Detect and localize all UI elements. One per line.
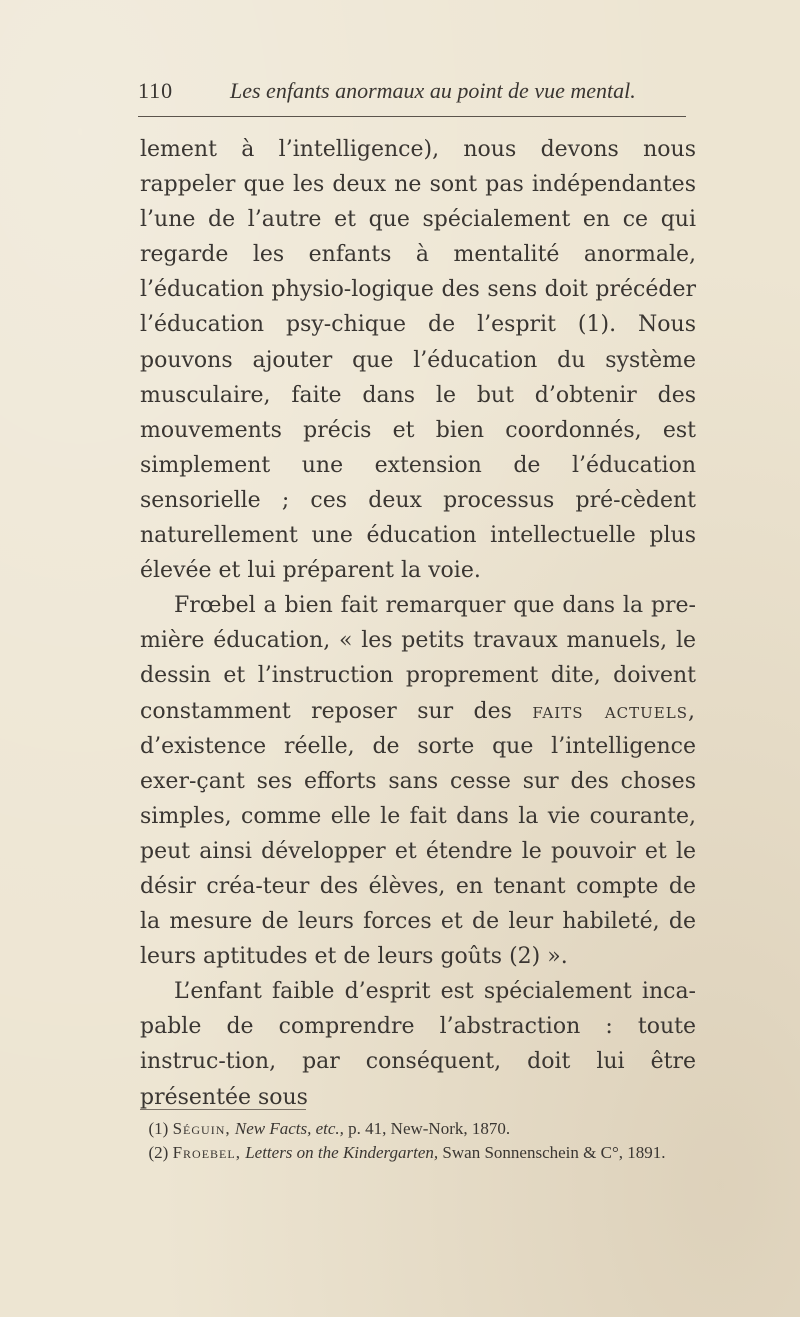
footnote-1-rest: p. 41, New-Nork, 1870.	[348, 1119, 511, 1138]
paragraph-1: lement à l’intelligence), nous devons nous rappeler que les deux ne sont pas indépendantes l’une de l’autre et que spécialement en ce qui regarde les enfants à mentalité anormale, l’éducation physio-logique des sens doit précéder l’éducation psy-chique de l’esprit (1). Nous pouvons ajouter que l’éducation du système musculaire, faite dans le but d’obtenir des mouvements précis et bien coordonnés, est simplement une extension de l’éducation sensorielle ; ces deux processus pré-cèdent naturellement une éducation intellectuelle plus élevée et lui préparent la voie.	[140, 137, 696, 584]
footnote-2-marker: (2)	[148, 1143, 169, 1162]
faits-actuels-smallcaps: faits actuels,	[532, 698, 696, 724]
footnotes	[140, 1117, 696, 1165]
footnote-2-rest: Swan Sonnenschein & C°, 1891.	[442, 1143, 666, 1162]
footnote-2	[140, 1141, 696, 1165]
footnote-rule	[140, 1109, 306, 1110]
body-text	[140, 132, 696, 1115]
paragraph-2-text-b: d’existence réelle, de sorte que l’intelligence exer-çant ses efforts sans cesse sur des choses simples, comme elle le fait dans la vie courante, peut ainsi développer et étendre le pouvoir et le désir créa-teur des élèves, en tenant compte de la mesure de leurs forces et de leur habileté, de leurs aptitudes et de leurs goûts (2) ».	[140, 733, 696, 970]
paragraph-2-text-a: Frœbel a bien fait remarquer que dans la pre-mière éducation, « les petits travaux manuels, le dessin et l’instruction proprement dite, doivent constamment reposer sur des	[140, 593, 696, 724]
page-number: 110	[138, 78, 174, 103]
running-head	[138, 78, 688, 110]
footnote-2-author: Froebel,	[172, 1143, 241, 1162]
paragraph-2	[140, 588, 696, 974]
footnote-1	[140, 1117, 696, 1141]
footnote-1-marker: (1)	[148, 1119, 169, 1138]
footnote-2-title: Letters on the Kindergarten,	[245, 1143, 439, 1162]
footnote-1-author: Séguin,	[172, 1119, 231, 1138]
paragraph-3: L’enfant faible d’esprit est spécialement inca-pable de comprendre l’abstraction : toute instruc-tion, par conséquent, doit lui être présentée sous	[140, 979, 696, 1110]
header-rule	[138, 116, 686, 117]
running-title: Les enfants anormaux au point de vue mental.	[230, 78, 636, 103]
footnote-1-title: New Facts, etc.,	[234, 1119, 344, 1138]
